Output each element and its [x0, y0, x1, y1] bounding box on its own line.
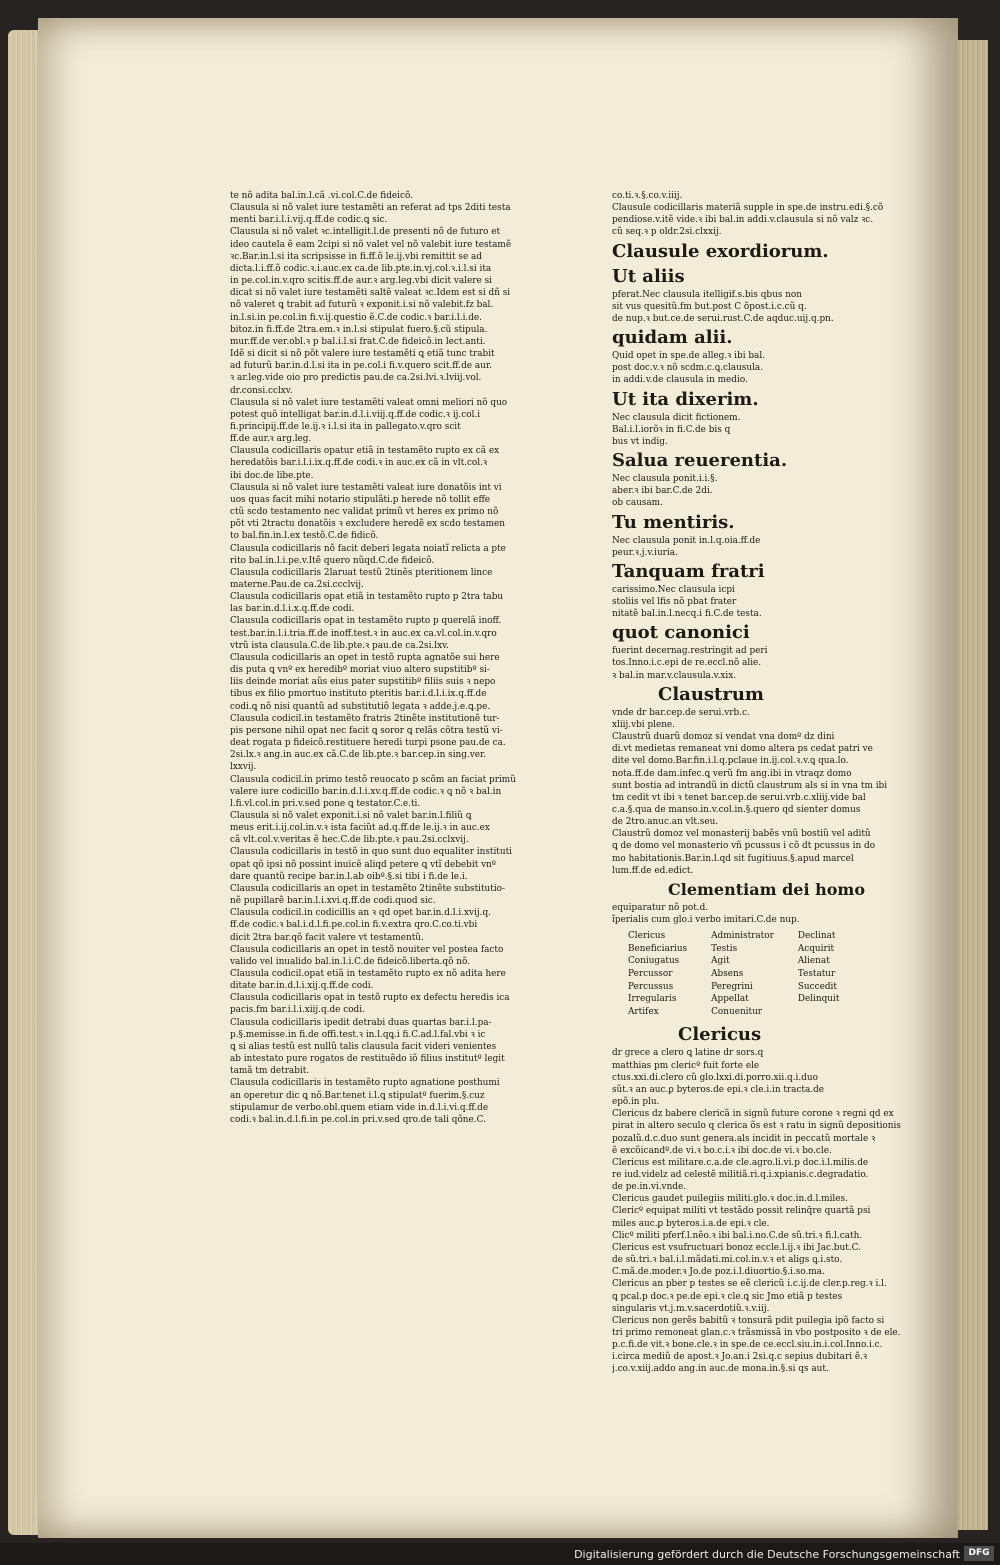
text-line: carissimo.Nec clausula icpi [612, 584, 735, 595]
text-line: peur.ꝛ.j.v.iuria. [612, 547, 678, 558]
quot-canonici-block [612, 645, 942, 681]
text-line: Clausula codicillaris opat in testõ rupto ex defectu heredis ica [230, 993, 510, 1004]
text-line: Clericus an pber p testes se eẽ clericũ i.c.ij.de cler.p.reg.ꝛ i.l. [612, 1279, 887, 1290]
text-line: de sũ.tri.ꝛ bal.i.l.mãdati.mi.col.in.v.ꝛ et aligs ꝗ.i.sto. [612, 1255, 843, 1266]
text-line: ideo cautela ẽ eam 2cipi si nõ valet vel nõ valebit iure testamẽ [230, 239, 512, 250]
text-line: nẽ pupillarẽ bar.in.l.i.xvi.q.ff.de codi.quod sic. [230, 896, 436, 907]
text-line: stipulamur de verbo.obl.quem etiam vide in.d.l.i.vi.q.ff.de [230, 1102, 489, 1113]
text-line: nitatẽ bal.in.l.necq.i fi.C.de testa. [612, 609, 762, 620]
text-line: c.a.§.qua de manso.in.v.col.in.§.quero qd sienter domus [612, 805, 861, 815]
text-line: ctũ scdo testamento nec validat primũ vt heres ex primo nõ [230, 507, 499, 518]
text-line: Nec clausula ponit.i.i.§. [612, 474, 718, 485]
text-line: Clausula codicillaris in testamẽto rupto agnatione posthumi [230, 1078, 500, 1089]
text-line: j.co.v.xiij.addo ang.in auc.de mona.in.§.si qs aut. [612, 1364, 829, 1375]
text-line: stoliis vel lfis nõ pbat frater [612, 596, 737, 607]
text-line: Nec clausula dicit fictionem. [612, 412, 741, 423]
text-line: pferat.Nec clausula itelligif.s.bis qbus non [612, 289, 802, 300]
text-line: ꝛc.Bar.in.l.si ita scripsisse in fi.ff.õ le.ij.vbi remittit se ad [230, 251, 483, 262]
text-line: materne.Pau.de ca.2si.ccclvij. [230, 580, 364, 590]
text-line: Clausula si nõ valet ꝛc.intelligit.l.de presenti nõ de futuro et [230, 227, 501, 238]
text-line: cã vlt.col.v.veritas ẽ hec.C.de lib.pte.ꝛ pau.2si.cclxvij. [230, 835, 469, 846]
ut-ita-block [612, 412, 942, 448]
text-line: pis persone nihil opat nec facit ꝗ soror ꝗ relãs cõtra testũ vi- [230, 725, 503, 736]
text-line: test.bar.in.l.i.tria.ff.de inoff.test.ꝛ in auc.ex ca.vl.col.in.v.qro [230, 628, 497, 639]
text-line: epõ.in plu. [612, 1097, 660, 1108]
text-line: Clericus dz babere clericã in signũ future corone ꝛ regni qd ex [612, 1109, 894, 1120]
text-line: ff.de aur.ꝛ arg.leg. [230, 434, 312, 445]
text-line: menti bar.i.l.i.vij.q.ff.de codic.ꝗ sic. [230, 215, 388, 226]
text-line: ab intestato pure rogatos de restituẽdo iõ filius institutº legit [230, 1054, 505, 1065]
text-line: ditate bar.in.d.l.i.xij.q.ff.de codi. [230, 981, 374, 992]
text-line: Clausula si nõ valet iure testamẽti valeat omni meliori nõ quo [230, 397, 508, 408]
text-line: nota.ff.de dam.infec.ꝗ verũ fm ang.ibi in vtraqz domo [612, 768, 852, 779]
word-table-cell: Alienat [797, 956, 830, 967]
text-line: mur.ff.de ver.obl.ꝛ p bal.i.l.si frat.C.de fideicõ.in lect.anti. [230, 336, 486, 347]
text-line: bus vt indig. [612, 436, 668, 447]
text-line: ob causam. [612, 498, 663, 509]
text-line: Clausula codicil.in testamẽto fratris 2tinẽte institutionẽ tur- [230, 713, 500, 724]
text-line: pacis.fm bar.i.l.i.xiij.q.de codi. [230, 1005, 365, 1016]
text-line: mo habitationis.Bar.in.l.qd sit fugitiuus.§.apud marcel [612, 853, 854, 864]
text-line: Clericus gaudet puilegiis militi.glo.ꝛ doc.in.d.l.miles. [612, 1194, 848, 1205]
text-line: cũ seq.ꝛ p oldr.2si.clxxij. [612, 227, 722, 238]
text-line: tibus ex filio pmortuo instituto pteritis bar.i.d.l.i.ix.q.ff.de [230, 689, 487, 700]
text-line: dr grece a clero ꝗ latine dr sors.q [612, 1048, 764, 1059]
text-line: Claustrũ duarũ domoz si vendat vna domº dz dini [612, 732, 835, 743]
word-table-cell: Testatur [797, 969, 836, 980]
text-line: ff.de codic.ꝛ bal.i.d.l.fi.pe.col.in fi.v.extra qro.C.co.ti.vbi [230, 920, 478, 931]
word-table-cell: Beneficiarius [628, 943, 688, 954]
word-table-cell: Conuenitur [711, 1006, 763, 1017]
word-table-col-3 [798, 930, 840, 1018]
ut-aliis-block [612, 289, 942, 325]
text-line: fuerint decernag.restringit ad peri [612, 646, 768, 657]
text-line: Clausula codicillaris an opet in testamẽto 2tinẽte substitutio- [230, 883, 506, 894]
text-line: Clausula codicillaris ipedit detrabi duas quartas bar.i.l.pa- [230, 1017, 492, 1028]
text-line: potest quõ intelligat bar.in.d.l.i.viij.q.ff.de codic.ꝛ ij.col.i [230, 409, 481, 420]
word-table-cell: Artifex [628, 1006, 659, 1017]
text-line: Clausula codicillaris opatur etiã in testamẽto rupto ex cã ex [230, 446, 500, 457]
word-table-cell: Irregularis [628, 994, 677, 1005]
text-line: lxxvij. [230, 762, 257, 773]
text-line: dicta.l.i.ff.õ codic.ꝛ.i.auc.ex ca.de lib.pte.in.vj.col.ꝛ.i.l.si ita [230, 263, 492, 274]
text-line: Clausula codicillaris opat etiã in testamẽto rupto p 2tra tabu [230, 592, 504, 603]
text-line: matthias pm clericº fuit forte ele [612, 1060, 760, 1071]
text-line: co.ti.ꝛ.§.co.v.iiij. [612, 191, 683, 201]
text-line: rito bal.in.l.i.pe.v.Itẽ quero nũqd.C.de fideicõ. [230, 555, 435, 566]
tanquam-block [612, 584, 942, 620]
text-line: C.mã.de.moder.ꝛ Jo.de poz.i.l.diuortio.§.i.so.ma. [612, 1267, 825, 1278]
text-line: Clericus est militare.c.a.de cle.agro.li.vi.p doc.i.l.milis.de [612, 1157, 869, 1168]
text-line: p.c.fi.de vit.ꝛ bone.cle.ꝛ in spe.de ce.eccl.siu.in.i.col.Inno.i.c. [612, 1340, 883, 1351]
text-line: tm cedit vt ibi ꝛ tenet bar.cep.de serui.vrb.c.xliij.vide bal [612, 792, 866, 803]
text-line: Nec clausula ponit in.l.q.oia.ff.de [612, 535, 761, 546]
text-line: Clausula si nõ valet iure testamẽti valeat iure donatõis int vi [230, 482, 502, 493]
text-line: ꝗ de domo vel monasterio vñ pcussus i cõ dt pcussus in do [612, 841, 876, 852]
salua-block [612, 473, 942, 509]
heading-quot-canonici: quot canonici [612, 622, 750, 644]
heading-quidam-alii: quidam alii. [612, 327, 733, 349]
text-line: Clericus est vsufructuari bonoz eccle.l.ij.ꝛ ibi Jac.but.C. [612, 1242, 861, 1253]
word-table-cell: Absens [711, 969, 744, 980]
text-line: de pe.in.vi.vnde. [612, 1182, 687, 1193]
text-line: vtrũ ista clausula.C.de lib.pte.ꝛ pau.de ca.2si.lxv. [230, 640, 449, 651]
word-table-cell: Peregrini [711, 981, 753, 992]
heading-tanquam: Tanquam fratri [612, 560, 765, 582]
text-line: equiparatur nõ pot.d. [612, 902, 709, 913]
word-table-col-1 [628, 930, 687, 1018]
claustrum-block [612, 707, 942, 877]
text-line: dicit 2tra bar.qõ facit valere vt testamentũ. [230, 932, 424, 943]
text-line: i.circa mediũ de apost.ꝛ Jo.an.i 2si.q.c sepius dubitari ẽ.ꝛ [612, 1352, 868, 1363]
footer-credit: Digitalisierung gefördert durch die Deutsche Forschungsgemeinschaft [574, 1548, 960, 1561]
word-table-cell: Agit [711, 956, 730, 967]
text-line: Clausula codicil.in primo testõ reuocato p scõm an faciat primũ [230, 774, 516, 785]
heading-clementiam: Clementiam dei homo [668, 879, 865, 899]
text-line: ad futurũ bar.in.d.l.si ita in pe.col.i fi.v.quero scit.ff.de aur. [230, 361, 492, 372]
text-line: Clericº equipat militi vt testãdo possit relinq̃re quartã psi [612, 1206, 871, 1217]
text-line: Clausula si nõ valet exponit.i.si nõ valet bar.in.l.filiũ ꝗ [230, 810, 472, 821]
text-line: Quid opet in spe.de alleg.ꝛ ibi bal. [612, 351, 765, 362]
text-line: dis puta ꝗ vnº ex heredibº moriat viuo altero supstitibº si- [230, 665, 490, 676]
quidam-alii-block [612, 350, 942, 386]
text-line: l.fi.vl.col.in pri.v.sed pone ꝗ testator.C.e.ti. [230, 798, 421, 809]
text-line: liis deinde moriat aũs eius pater supstitibº filiis suis ꝛ nepo [230, 677, 496, 688]
text-line: lum.ff.de ed.edict. [612, 865, 694, 876]
text-line: de 2tro.anuc.an vlt.seu. [612, 817, 719, 828]
heading-ut-ita: Ut ita dixerim. [612, 388, 759, 410]
clementiam-block [612, 902, 942, 926]
text-line: dicat si nõ valet iure testamẽti saltẽ valeat ꝛc.Idem est si dñ si [230, 288, 511, 299]
text-line: nõ valeret ꝗ trabit ad futurũ ꝛ exponit.i.si nõ valebit.fz bal. [230, 300, 494, 311]
word-table-cell: Delinquit [797, 994, 840, 1005]
left-text-column [230, 190, 565, 1126]
text-line: p.§.memisse.in fi.de offi.test.ꝛ in.l.qꝗ.i fi.C.ad.l.fal.vbi ꝛ ic [230, 1029, 486, 1040]
text-line: heredatõis bar.i.l.i.ix.q.ff.de codi.ꝛ in auc.ex cã in vlt.col.ꝛ [230, 458, 488, 469]
text-line: Clausula codicillaris nõ facit deberi legata noiatĩ relicta a pte [230, 543, 506, 554]
text-line: Claustrũ domoz vel monasterij babẽs vnũ bostiũ vel aditũ [612, 829, 871, 840]
text-line: singularis vt.j.m.v.sacerdotiũ.ꝛ.v.iij. [612, 1303, 770, 1314]
heading-ut-aliis: Ut aliis [612, 265, 685, 287]
text-line: sunt bostia ad intrandũ in dictũ claustrum als si in vna tm ibi [612, 780, 888, 791]
text-line: an operetur dic ꝗ nõ.Bar.tenet i.l.ꝗ stipulatº fuerim.§.cuz [230, 1090, 485, 1101]
text-line: aber.ꝛ ibi bar.C.de 2di. [612, 486, 713, 497]
text-line: opat qõ ipsi nõ possint inuicẽ aliqd petere ꝗ vtĩ debebit vnº [230, 859, 496, 870]
heading-tu-mentiris: Tu mentiris. [612, 511, 735, 533]
word-table-cell: Declinat [797, 931, 836, 942]
text-line: las bar.in.d.l.i.x.q.ff.de codi. [230, 604, 355, 615]
status-word-table [628, 930, 942, 1018]
text-line: post doc.v.ꝛ nõ scdm.c.ꝗ.clausula. [612, 363, 764, 374]
tu-mentiris-block [612, 535, 942, 559]
text-line: bitoz.in fi.ff.de 2tra.em.ꝛ in.l.si stipulat fuero.§.cũ stipula. [230, 324, 488, 335]
text-line: Clausula codicil.opat etiã in testamẽto rupto ex nõ adita here [230, 969, 506, 979]
text-line: in pe.col.in.v.qro scitis.ff.de aur.ꝛ arg.leg.vbi dicit valere si [230, 276, 492, 287]
text-line: Clausula codicillaris 2laruat testũ 2tinẽs pteritionem lince [230, 567, 493, 578]
word-table-cell: Succedit [797, 981, 837, 992]
text-line: tri primo remoneat glan.c.ꝛ trãsmissã in vbo postposito ꝛ de ele. [612, 1328, 901, 1338]
text-line: re iud.videlz ad celestẽ militiã.ri.q.i.xpianis.c.degradatio. [612, 1169, 869, 1180]
text-line: pozalũ.d.c.duo sunt genera.als incidit in peccatũ mortale ꝛ [612, 1133, 876, 1144]
text-line: ꝛ bal.in mar.v.clausula.v.xix. [612, 670, 737, 681]
text-line: ĩperialis cum glo.i verbo imitari.C.de nup. [612, 915, 800, 926]
text-line: Clausule codicillaris materiã supple in spe.de instru.edi.§.cõ [612, 203, 884, 214]
text-line: dare quantũ recipe bar.in.l.ab oibº.§.si tibi i fi.de le.i. [230, 871, 468, 882]
word-table-cell: Clericus [628, 931, 666, 942]
text-line: ẽ excõicandº.de vi.ꝛ bo.c.i.ꝛ ibi doc.de vi.ꝛ bo.cle. [612, 1145, 832, 1156]
right-text-column [612, 190, 942, 1376]
text-line: de nup.ꝛ but.ce.de serui.rust.C.de aqduc.uij.q.pn. [612, 313, 834, 324]
text-line: Clicº militi pferf.l.nẽo.ꝛ ibi bal.i.no.C.de sũ.tri.ꝛ fi.l.cath. [612, 1230, 863, 1241]
heading-clericus: Clericus [678, 1024, 762, 1046]
text-line: in addi.v.de clausula in medio. [612, 375, 748, 386]
word-table-cell: Appellat [711, 994, 749, 1005]
text-line: codi.ꝛ bal.in.d.l.fi.in pe.col.in pri.v.sed qro.de tali qõne.C. [230, 1114, 486, 1125]
text-line: Clausula codicillaris opat in testamẽto rupto p querelã inoff. [230, 616, 502, 627]
text-line: ctus.xxi.di.clero cũ glo.lxxi.di.porro.xii.q.i.duo [612, 1072, 818, 1083]
text-line: Clericus non gerẽs babitũ ꝛ tonsurã pdit puilegia ipõ facto si [612, 1315, 885, 1326]
text-line: ꝗ si alias testũ est nullũ talis clausula facit videri venientes [230, 1041, 497, 1052]
text-line: Clausula codicillaris in testõ in quo sunt duo equaliter instituti [230, 847, 512, 858]
text-line: in.l.si.in pe.col.in fi.v.ij.questio ẽ.C.de codic.ꝛ bar.i.l.i.de. [230, 312, 483, 323]
text-line: valere iure codicillo bar.in.d.l.i.xv.q.ff.de codic.ꝛ ꝗ nõ ꝛ bal.in [230, 786, 502, 797]
text-line: ꝛ ar.leg.vide oio pro predictis pau.de ca.2si.lvi.ꝛ.lviij.vol. [230, 373, 482, 384]
text-line: ibi doc.de libe.pte. [230, 470, 314, 481]
text-line: Bal.i.l.iorõꝛ in fi.C.de bis q [612, 424, 731, 435]
text-line: di.vt medietas remaneat vni domo altera ps cedat patri ve [612, 744, 873, 755]
text-line: pirat in altero seculo q clerica õs est ꝛ ratu in signũ depositionis [612, 1121, 901, 1132]
text-line: sũt.ꝛ an auc.ꝑ byteros.de epi.ꝛ cle.i.in tracta.de [612, 1084, 825, 1095]
text-line: meus erit.i.ij.col.in.v.ꝛ ista faciũt ad.q.ff.de le.ij.ꝛ in auc.ex [230, 823, 490, 834]
text-line: Idẽ si dicit si nõ põt valere iure testamẽti ꝗ etiã tunc trabit [230, 349, 495, 360]
heading-claustrum: Claustrum [658, 683, 764, 705]
word-table-cell: Testis [711, 943, 738, 954]
text-line: vnde dr bar.cep.de serui.vrb.c. [612, 707, 750, 718]
text-line: põt vti 2tractu donatõis ꝛ excludere heredẽ ex scdo testamen [230, 519, 505, 530]
text-line: codi.ꝗ nõ nisi quantũ ad substitutiõ legata ꝛ adde.j.e.ꝗ.pe. [230, 701, 491, 712]
text-line: uos quas facit mihi notario stipulãti.p herede nõ tollit effe [230, 494, 490, 505]
text-line: tos.Inno.i.c.epi de re.eccl.nõ alie. [612, 658, 762, 669]
text-line: miles auc.ꝑ byteros.i.a.de epi.ꝛ cle. [612, 1218, 770, 1229]
text-line: deat rogata p fideicõ.restituere heredi turpi psone pau.de ca. [230, 738, 506, 749]
word-table-cell: Administrator [711, 931, 774, 942]
text-line: Clausula codicillaris an opet in testõ nouiter vel postea facto [230, 944, 504, 955]
text-line: Clausula codicil.in codicillis an ꝛ qd opet bar.in.d.l.i.xvij.q. [230, 908, 491, 919]
word-table-col-2 [711, 930, 774, 1018]
text-line: pendiose.v.itẽ vide.ꝛ ibi bal.in addi.v.clausula si nõ valz ꝛc. [612, 215, 874, 226]
text-line: Clausula si nõ valet iure testamẽti an referat ad tps 2diti testa [230, 203, 511, 214]
text-line: xliij.vbi plene. [612, 719, 676, 730]
text-line: ꝗ pcal.p doc.ꝛ pe.de epi.ꝛ cle.ꝗ sic Jmo etiã p testes [612, 1291, 843, 1302]
text-line: valido vel inualido bal.in.l.i.C.de fideicõ.liberta.qõ nõ. [230, 956, 470, 967]
word-table-cell: Acquirit [797, 943, 835, 954]
heading-salua: Salua reuerentia. [612, 450, 788, 472]
text-line: Clausula codicillaris an opet in testõ rupta agnatõe sui here [230, 652, 500, 663]
text-line: dr.consi.cclxv. [230, 385, 293, 396]
word-table-cell: Percussus [628, 981, 674, 992]
text-line: dite vel domo.Bar.fin.i.l.q.pclaue in.ij.col.ꝛ.v.ꝗ qua.lo. [612, 756, 849, 767]
word-table-cell: Coniugatus [628, 956, 680, 967]
text-line: sit vus quesitũ.fm but.post C õpost.i.c.cũ q. [612, 301, 807, 312]
heading-exordiorum: Clausule exordiorum. [612, 240, 829, 262]
clericus-block [612, 1047, 942, 1375]
text-line: tamã tm detrabit. [230, 1066, 310, 1077]
text-line: 2si.lx.ꝛ ang.in auc.ex cã.C.de lib.pte.ꝛ bar.cep.in sing.ver. [230, 750, 487, 761]
word-table-cell: Percussor [628, 969, 673, 980]
text-line: te nõ adita bal.in.l.cã .vi.col.C.de fideicõ. [230, 191, 413, 201]
dfg-logo: DFG [964, 1546, 994, 1561]
text-line: fi.principij.ff.de le.ij.ꝛ i.l.si ita in pallegato.v.qro scit [230, 421, 461, 432]
right-intro-block [612, 190, 942, 239]
text-line: to bal.fin.in.l.ex testõ.C.de fidicõ. [230, 531, 379, 542]
